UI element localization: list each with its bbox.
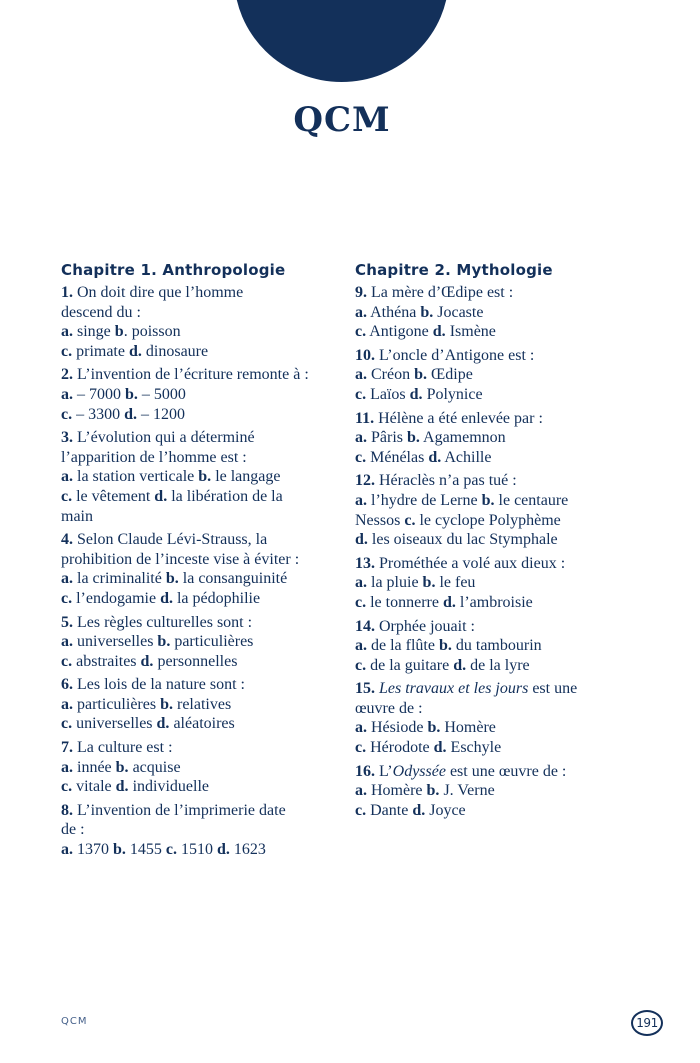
question-text: l’ambroisie (455, 593, 533, 611)
question-text: l’apparition de l’homme est : (61, 448, 247, 466)
option-label: b. (125, 385, 138, 403)
question-text: primate (72, 342, 129, 360)
question-text: du tambourin (451, 637, 542, 655)
question-text: la station verticale (73, 468, 199, 486)
question-line (61, 448, 351, 468)
question-text: la criminalité (73, 570, 166, 588)
option-label: d. (217, 841, 230, 859)
option-label: b. (481, 491, 495, 509)
option-label: d. (433, 739, 447, 757)
option-label: d. (140, 652, 154, 670)
question-text: Hésiode (367, 719, 428, 737)
option-label: a. (355, 782, 367, 800)
question-line (355, 781, 645, 801)
option-label: 14. (355, 617, 375, 635)
question (355, 762, 645, 821)
option-label: c. (61, 405, 73, 423)
question-text: La mère d’Œdipe est : (367, 284, 514, 301)
question-text: Prométhée a volé aux dieux : (375, 554, 566, 572)
question-line (355, 428, 645, 448)
option-label: d. (432, 323, 446, 341)
question-text: universelles (73, 633, 158, 651)
option-label: d. (409, 385, 423, 403)
question-line (61, 507, 351, 527)
question (61, 365, 351, 424)
option-label: c. (355, 801, 367, 819)
question-text: . poisson (123, 323, 181, 341)
question-text: l’endogamie (72, 589, 161, 607)
question (61, 675, 351, 734)
question-text: L’oncle d’Antigone est : (375, 346, 535, 364)
question-text: Orphée jouait : (375, 617, 475, 635)
question-text: particulières (170, 633, 254, 651)
question-line (61, 303, 351, 323)
question (61, 428, 351, 526)
question-line (61, 467, 351, 487)
question-list (355, 283, 645, 820)
option-label: c. (165, 841, 178, 859)
question-line (61, 758, 351, 778)
question-text: l’hydre de Lerne (367, 491, 482, 509)
question-text: le feu (435, 574, 476, 592)
option-label: a. (355, 637, 367, 655)
question-text: Laïos (366, 385, 410, 403)
option-label: a. (61, 695, 73, 713)
question-text: de la flûte (367, 637, 439, 655)
question-line (355, 283, 645, 303)
question-line (355, 738, 645, 758)
question-text: particulières (73, 695, 161, 713)
option-label: c. (355, 656, 367, 674)
question-line (355, 385, 645, 405)
option-label: 2. (61, 366, 73, 384)
option-label: a. (355, 574, 367, 592)
option-label: d. (115, 778, 129, 796)
option-label: b. (420, 303, 434, 321)
question (355, 679, 645, 757)
question-text: œuvre de : (355, 699, 423, 717)
option-label: d. (428, 448, 442, 466)
question-line (61, 530, 351, 550)
question-line (355, 322, 645, 342)
italic-title: Odyssée (392, 762, 446, 780)
question-line (61, 695, 351, 715)
question-line (61, 613, 351, 633)
question-line (355, 617, 645, 637)
question-line (355, 718, 645, 738)
question-text: prohibition de l’inceste vise à éviter : (61, 550, 300, 568)
option-label: c. (61, 652, 73, 670)
option-label: b (114, 323, 124, 341)
option-label: a. (61, 323, 73, 341)
question-text: universelles (72, 715, 157, 733)
option-label: d. (442, 593, 456, 611)
question-line (61, 569, 351, 589)
question-text: la consanguinité (178, 570, 288, 588)
header-oval-decoration (234, 0, 449, 82)
question-text: main (61, 507, 93, 525)
question-text: le cyclope Polyphème (415, 511, 561, 529)
option-label: a. (61, 468, 73, 486)
question-line (61, 840, 351, 860)
question-text: Héraclès n’a pas tué : (375, 472, 517, 490)
question-text: Polynice (422, 385, 483, 403)
option-label: c. (61, 342, 73, 360)
question-line (61, 428, 351, 448)
question-list (61, 283, 351, 860)
question-text: Athéna (367, 303, 421, 321)
question-text: Pâris (367, 429, 407, 447)
question-text: le tonnerre (366, 593, 443, 611)
question-line (355, 636, 645, 656)
question-text: 1370 (73, 841, 113, 859)
question-text: Nessos (355, 511, 405, 529)
question-line (61, 675, 351, 695)
option-label: c. (404, 511, 416, 529)
question-text: aléatoires (169, 715, 235, 733)
option-label: b. (115, 758, 129, 776)
question-text: Antigone (366, 323, 433, 341)
question-text: de la lyre (466, 656, 530, 674)
question-text: La culture est : (73, 739, 173, 757)
question-text: Hélène a été enlevée par : (374, 409, 543, 427)
question (61, 801, 351, 860)
option-label: a. (61, 570, 73, 588)
question-text: Ismène (445, 323, 496, 341)
question-line (61, 738, 351, 758)
question-line (61, 589, 351, 609)
question-text: – 1200 (137, 405, 186, 423)
option-label: a. (61, 841, 73, 859)
question-text: – 5000 (137, 385, 186, 403)
option-label: c. (61, 487, 73, 505)
option-label: 7. (61, 739, 73, 757)
question-line (61, 365, 351, 385)
question-text: abstraites (72, 652, 141, 670)
option-label: a. (355, 491, 367, 509)
question-text: Homère (367, 782, 427, 800)
question-text: innée (73, 758, 116, 776)
question-text: la pluie (367, 574, 423, 592)
question-line (355, 554, 645, 574)
question (355, 409, 645, 468)
question-line (61, 652, 351, 672)
question-text: L’ (375, 762, 393, 780)
option-label: c. (61, 715, 73, 733)
question-line (355, 303, 645, 323)
question-line (355, 593, 645, 613)
option-label: a. (61, 633, 73, 651)
question-line (355, 530, 645, 550)
option-label: 4. (61, 531, 73, 549)
option-label: 10. (355, 346, 375, 364)
question-text: L’invention de l’écriture remonte à : (73, 366, 309, 384)
question-line (61, 801, 351, 821)
option-label: 16. (355, 762, 375, 780)
option-label: c. (355, 385, 367, 403)
question-text: personnelles (153, 652, 238, 670)
question-line (61, 550, 351, 570)
option-label: b. (160, 695, 173, 713)
option-label: d. (412, 801, 426, 819)
question-line (355, 511, 645, 531)
option-label: b. (165, 570, 179, 588)
question-text: est une (528, 680, 578, 698)
question-text: de : (61, 821, 85, 839)
question-text: descend du : (61, 303, 141, 321)
question-line (355, 471, 645, 491)
question-line (61, 714, 351, 734)
question-text: relatives (172, 695, 232, 713)
option-label: b. (198, 468, 212, 486)
option-label: b. (426, 782, 440, 800)
question (355, 283, 645, 342)
option-label: b. (427, 719, 441, 737)
question-line (355, 346, 645, 366)
option-label: a. (61, 758, 73, 776)
running-footer: QCM (61, 1016, 88, 1027)
question-text: Ménélas (366, 448, 429, 466)
option-label: d. (128, 342, 142, 360)
option-label: b. (438, 637, 452, 655)
option-label: a. (355, 303, 367, 321)
option-label: b. (113, 841, 126, 859)
option-label: d. (453, 656, 467, 674)
question-line (355, 699, 645, 719)
question-text: – 3300 (72, 405, 125, 423)
question-text: Les règles culturelles sont : (73, 613, 253, 631)
option-label: 9. (355, 284, 367, 301)
option-label: b. (414, 366, 428, 384)
option-label: a. (61, 385, 73, 403)
question-text: le centaure (494, 491, 569, 509)
question (61, 530, 351, 608)
option-label: 6. (61, 676, 73, 694)
option-label: c. (61, 589, 73, 607)
question-text: 1455 (125, 841, 166, 859)
page-number: 191 (631, 1010, 663, 1036)
option-label: c. (61, 778, 73, 796)
question-text: Dante (366, 801, 413, 819)
question-line (61, 322, 351, 342)
question-line (61, 283, 351, 303)
option-label: c. (355, 448, 367, 466)
question-text: L’évolution qui a déterminé (73, 429, 255, 447)
page-title: QCM (293, 100, 391, 140)
question-line (61, 342, 351, 362)
question-text: Eschyle (446, 739, 502, 757)
option-label: 13. (355, 554, 375, 572)
question-text: Joyce (425, 801, 466, 819)
question-line (61, 487, 351, 507)
question-line (355, 762, 645, 782)
question-text: de la guitare (366, 656, 454, 674)
option-label: 3. (61, 429, 73, 447)
question-text: On doit dire que l’homme (73, 284, 244, 301)
option-label: d. (156, 715, 170, 733)
option-label: 5. (61, 613, 73, 631)
option-label: c. (355, 323, 367, 341)
question-text: 1510 (177, 841, 218, 859)
question-text: Les lois de la nature sont : (73, 676, 245, 694)
question-line (355, 491, 645, 511)
question-text: Jocaste (433, 303, 484, 321)
question-line (61, 632, 351, 652)
question-text: dinosaure (141, 342, 209, 360)
question-text: 1623 (229, 841, 266, 859)
question-text: individuelle (128, 778, 209, 796)
question-text: Agamemnon (419, 429, 506, 447)
option-label: b. (157, 633, 171, 651)
question-line (355, 679, 645, 699)
question-text: Homère (440, 719, 496, 737)
option-label: 11. (355, 409, 375, 427)
question-text: J. Verne (439, 782, 495, 800)
option-label: d. (160, 589, 173, 607)
question-text: Achille (441, 448, 492, 466)
question-text: Hérodote (366, 739, 434, 757)
question (355, 554, 645, 613)
option-label: b. (422, 574, 436, 592)
question (355, 471, 645, 549)
option-label: a. (355, 366, 367, 384)
option-label: a. (355, 429, 367, 447)
question-line (61, 777, 351, 797)
question-line (61, 385, 351, 405)
chapter-heading: Chapitre 1. Anthropologie (61, 261, 286, 279)
column-chapter-2 (355, 261, 645, 824)
question (61, 613, 351, 672)
question-text: est une œuvre de : (445, 762, 567, 780)
question-line (61, 820, 351, 840)
question-line (355, 409, 645, 429)
question-text: Créon (367, 366, 415, 384)
option-label: 15. (355, 680, 375, 698)
question-line (355, 365, 645, 385)
question-line (355, 801, 645, 821)
question-line (355, 448, 645, 468)
question-text: le vêtement (72, 487, 155, 505)
option-label: c. (355, 593, 367, 611)
question-text: Œdipe (427, 366, 473, 384)
option-label: d. (154, 487, 168, 505)
question-line (355, 573, 645, 593)
question (61, 283, 351, 361)
option-label: a. (355, 719, 367, 737)
option-label: 1. (61, 284, 73, 301)
option-label: c. (355, 739, 367, 757)
question-text: les oiseaux du lac Stymphale (367, 531, 558, 549)
question-line (355, 656, 645, 676)
question-text: Selon Claude Lévi-Strauss, la (73, 531, 268, 549)
question-text: vitale (72, 778, 116, 796)
question-text: L’invention de l’imprimerie date (73, 801, 286, 819)
option-label: d. (355, 531, 368, 549)
question-text: la libération de la (167, 487, 283, 505)
column-chapter-1 (61, 261, 351, 864)
option-label: 12. (355, 472, 375, 490)
question (355, 617, 645, 676)
question-text: – 7000 (73, 385, 125, 403)
option-label: b. (407, 429, 420, 447)
question-text: acquise (128, 758, 181, 776)
italic-title: Les travaux et les jours (379, 680, 529, 698)
question-text: singe (73, 323, 115, 341)
option-label: 8. (61, 801, 73, 819)
option-label: d. (124, 405, 138, 423)
chapter-heading: Chapitre 2. Mythologie (355, 261, 553, 279)
question-text: le langage (211, 468, 281, 486)
question (355, 346, 645, 405)
question (61, 738, 351, 797)
question-line (61, 405, 351, 425)
question-text: la pédophilie (172, 589, 261, 607)
